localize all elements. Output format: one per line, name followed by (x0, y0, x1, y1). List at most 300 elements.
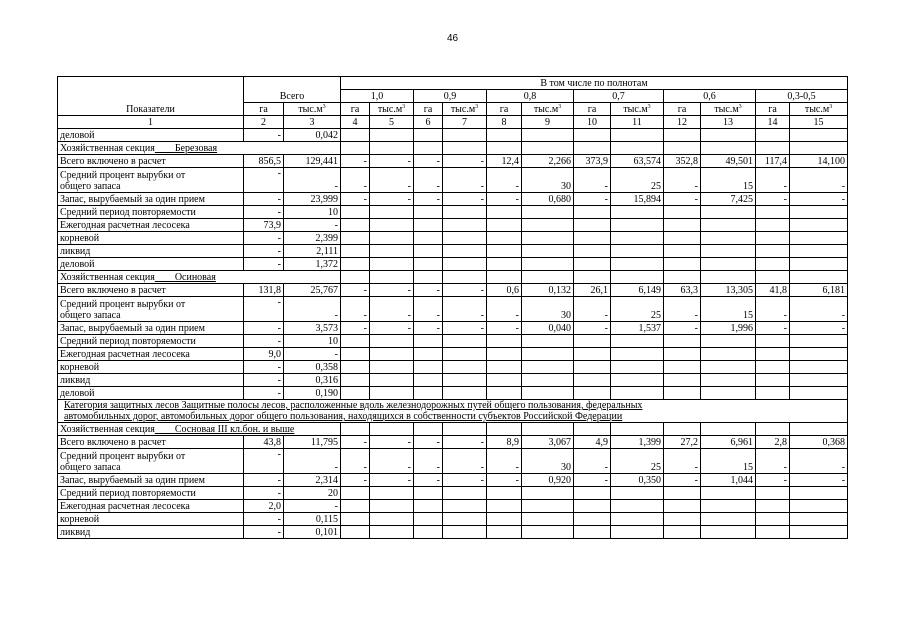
empty-cell (487, 271, 522, 284)
row-label: Запас, вырубаемый за один прием (58, 474, 244, 487)
empty-cell (701, 142, 756, 155)
value-cell: - (244, 129, 284, 142)
table-row (58, 449, 848, 474)
value-cell (611, 487, 664, 500)
value-cell: - (370, 297, 414, 322)
value-cell: 117,4 (756, 155, 790, 168)
header-row (58, 77, 848, 90)
value-cell: - (244, 513, 284, 526)
value-cell: 25 (611, 297, 664, 322)
empty-cell (790, 271, 848, 284)
unit-volume-header: $тыс.м^3$ (370, 103, 414, 116)
value-cell (574, 348, 611, 361)
value-cell (443, 206, 487, 219)
value-cell (664, 487, 701, 500)
column-number: 9 (522, 116, 574, 129)
value-cell: 0,132 (522, 284, 574, 297)
empty-cell (611, 423, 664, 436)
value-cell: 20 (284, 487, 341, 500)
value-cell: 15 (701, 449, 756, 474)
value-cell: - (790, 449, 848, 474)
value-cell: - (790, 168, 848, 193)
value-cell: - (756, 193, 790, 206)
value-cell: 0,358 (284, 361, 341, 374)
empty-cell (522, 423, 574, 436)
value-cell: - (664, 168, 701, 193)
unit-ha-header: га (414, 103, 443, 116)
value-cell (341, 387, 370, 400)
value-cell: - (414, 436, 443, 449)
empty-cell (522, 271, 574, 284)
value-cell (487, 335, 522, 348)
value-cell: - (664, 474, 701, 487)
empty-cell (701, 423, 756, 436)
value-cell (487, 348, 522, 361)
row-label-line2: общего запаса (60, 181, 121, 192)
value-cell: 6,961 (701, 436, 756, 449)
value-cell (487, 387, 522, 400)
value-cell (443, 335, 487, 348)
value-cell: - (756, 168, 790, 193)
empty-cell (414, 271, 443, 284)
value-cell: 352,8 (664, 155, 701, 168)
value-cell (443, 500, 487, 513)
value-cell (414, 348, 443, 361)
empty-cell (341, 271, 370, 284)
value-cell: - (664, 193, 701, 206)
row-label-line2: общего запаса (60, 310, 121, 321)
value-cell: - (244, 474, 284, 487)
value-cell (611, 232, 664, 245)
column-number-row (58, 116, 848, 129)
value-cell: 2,314 (284, 474, 341, 487)
unit-superscript: 3 (558, 104, 562, 110)
value-cell (664, 374, 701, 387)
value-cell (790, 129, 848, 142)
value-cell: 856,5 (244, 155, 284, 168)
unit-volume-header: $тыс.м^3$ (790, 103, 848, 116)
section-name: Сосновая III кл.бон. и выше (174, 424, 295, 435)
value-cell (756, 487, 790, 500)
column-number: 1 (58, 116, 244, 129)
column-number: 12 (664, 116, 701, 129)
unit-superscript: 3 (475, 104, 479, 110)
value-cell (574, 387, 611, 400)
value-cell: - (341, 193, 370, 206)
value-cell: 23,999 (284, 193, 341, 206)
table-row (58, 436, 848, 449)
table-row (58, 361, 848, 374)
value-cell: 0,920 (522, 474, 574, 487)
value-cell (443, 219, 487, 232)
empty-cell (756, 142, 790, 155)
table-row (58, 335, 848, 348)
value-cell: - (341, 436, 370, 449)
value-cell (414, 374, 443, 387)
value-cell: 7,425 (701, 193, 756, 206)
value-cell: - (443, 322, 487, 335)
empty-cell (756, 423, 790, 436)
value-cell (756, 500, 790, 513)
value-cell: - (244, 245, 284, 258)
value-cell (756, 129, 790, 142)
value-cell (790, 387, 848, 400)
value-cell: 12,4 (487, 155, 522, 168)
value-cell: - (414, 449, 443, 474)
value-cell (574, 513, 611, 526)
value-cell (756, 348, 790, 361)
page-number: 46 (446, 33, 459, 44)
value-cell (487, 487, 522, 500)
empty-cell (414, 142, 443, 155)
empty-cell (756, 271, 790, 284)
value-cell: - (370, 155, 414, 168)
value-cell (370, 374, 414, 387)
value-cell: - (414, 322, 443, 335)
value-cell: 1,044 (701, 474, 756, 487)
value-cell: - (414, 155, 443, 168)
value-cell (522, 245, 574, 258)
value-cell: - (244, 387, 284, 400)
value-cell: 0,190 (284, 387, 341, 400)
value-cell: - (341, 284, 370, 297)
value-cell: - (244, 374, 284, 387)
value-cell (370, 258, 414, 271)
value-cell: 25 (611, 168, 664, 193)
value-cell: - (341, 449, 370, 474)
value-cell (611, 258, 664, 271)
row-label: Средний период повторяемости (58, 335, 244, 348)
value-cell (756, 219, 790, 232)
value-cell (370, 129, 414, 142)
row-label: корневой (58, 361, 244, 374)
value-cell: - (756, 474, 790, 487)
unit-volume-header: $тыс.м^3$ (701, 103, 756, 116)
value-cell (574, 361, 611, 374)
value-cell (443, 374, 487, 387)
table-row (58, 168, 848, 193)
table-row (58, 193, 848, 206)
column-number: 15 (790, 116, 848, 129)
row-label: Ежегодная расчетная лесосека (58, 219, 244, 232)
value-cell (664, 335, 701, 348)
value-cell (341, 513, 370, 526)
value-cell (522, 526, 574, 539)
column-number: 11 (611, 116, 664, 129)
value-cell (487, 500, 522, 513)
value-cell (487, 513, 522, 526)
value-cell (341, 526, 370, 539)
column-number: 3 (284, 116, 341, 129)
unit-volume-header: $тыс.м^3$ (284, 103, 341, 116)
value-cell: - (244, 193, 284, 206)
value-cell (574, 232, 611, 245)
value-cell: - (574, 297, 611, 322)
value-cell: 4,9 (574, 436, 611, 449)
value-cell (341, 245, 370, 258)
value-cell: - (341, 474, 370, 487)
column-number: 10 (574, 116, 611, 129)
empty-cell (611, 271, 664, 284)
value-cell (522, 513, 574, 526)
empty-cell (341, 142, 370, 155)
value-cell: - (244, 232, 284, 245)
indicators-header: Показатели (58, 77, 244, 116)
value-cell: - (370, 474, 414, 487)
value-cell: 49,501 (701, 155, 756, 168)
empty-cell (574, 142, 611, 155)
value-cell (790, 245, 848, 258)
value-cell (487, 245, 522, 258)
value-cell (443, 361, 487, 374)
value-cell: - (341, 155, 370, 168)
table-row (58, 500, 848, 513)
value-cell: - (790, 322, 848, 335)
value-cell (701, 387, 756, 400)
value-cell: - (487, 297, 522, 322)
value-cell (574, 335, 611, 348)
value-cell: - (244, 258, 284, 271)
column-number: 2 (244, 116, 284, 129)
value-cell (756, 232, 790, 245)
value-cell: 1,399 (611, 436, 664, 449)
unit-superscript: 3 (829, 104, 833, 110)
completeness-group-header: 0,6 (664, 90, 756, 103)
value-cell: 15 (701, 297, 756, 322)
row-label (58, 297, 244, 322)
value-cell: - (487, 193, 522, 206)
value-cell (664, 219, 701, 232)
value-cell (370, 487, 414, 500)
value-cell (522, 500, 574, 513)
value-cell: - (244, 449, 284, 474)
value-cell (414, 526, 443, 539)
empty-cell (487, 142, 522, 155)
unit-ha-header: га (487, 103, 522, 116)
row-label: деловой (58, 258, 244, 271)
value-cell: - (341, 297, 370, 322)
value-cell: - (487, 322, 522, 335)
value-cell (756, 206, 790, 219)
value-cell: - (284, 219, 341, 232)
value-cell (611, 206, 664, 219)
value-cell (574, 245, 611, 258)
section-row (58, 423, 848, 436)
value-cell (522, 387, 574, 400)
value-cell: 0,680 (522, 193, 574, 206)
value-cell: - (756, 322, 790, 335)
value-cell (701, 258, 756, 271)
value-cell: - (284, 500, 341, 513)
value-cell: - (370, 449, 414, 474)
empty-cell (443, 142, 487, 155)
value-cell (370, 245, 414, 258)
value-cell (522, 361, 574, 374)
row-label: Запас, вырубаемый за один прием (58, 322, 244, 335)
value-cell (341, 487, 370, 500)
category-name-line2: автомобильных дорог, автомобильных дорог общего пользования, находящихся в собственности субъектов Российской Федерации (64, 411, 623, 422)
empty-cell (414, 423, 443, 436)
total-header: Всего (244, 77, 341, 103)
value-cell (522, 232, 574, 245)
value-cell: - (341, 168, 370, 193)
value-cell (574, 206, 611, 219)
empty-cell (701, 271, 756, 284)
value-cell: - (574, 168, 611, 193)
value-cell (790, 348, 848, 361)
value-cell (414, 258, 443, 271)
value-cell: - (370, 193, 414, 206)
value-cell: - (370, 436, 414, 449)
value-cell (487, 129, 522, 142)
value-cell: - (443, 474, 487, 487)
value-cell (611, 348, 664, 361)
value-cell: - (414, 193, 443, 206)
value-cell: 2,111 (284, 245, 341, 258)
value-cell (790, 258, 848, 271)
value-cell (370, 219, 414, 232)
value-cell: - (443, 449, 487, 474)
row-label: ликвид (58, 526, 244, 539)
value-cell: - (414, 284, 443, 297)
value-cell (756, 335, 790, 348)
row-label: Ежегодная расчетная лесосека (58, 500, 244, 513)
value-cell (487, 361, 522, 374)
row-label: Всего включено в расчет (58, 436, 244, 449)
section-label (58, 271, 341, 284)
value-cell (574, 526, 611, 539)
value-cell (790, 219, 848, 232)
value-cell (790, 232, 848, 245)
row-label: деловой (58, 387, 244, 400)
value-cell (756, 526, 790, 539)
row-label: корневой (58, 232, 244, 245)
value-cell (443, 387, 487, 400)
value-cell: - (790, 193, 848, 206)
value-cell (414, 335, 443, 348)
value-cell (790, 487, 848, 500)
empty-cell (443, 271, 487, 284)
column-number: 6 (414, 116, 443, 129)
value-cell: - (244, 526, 284, 539)
value-cell (790, 335, 848, 348)
completeness-group-header: 0,9 (414, 90, 487, 103)
empty-cell (790, 142, 848, 155)
value-cell: - (443, 193, 487, 206)
value-cell: 30 (522, 168, 574, 193)
row-label-line1: Средний процент вырубки от (60, 299, 186, 310)
value-cell: 15 (701, 168, 756, 193)
unit-ha-header: га (341, 103, 370, 116)
empty-cell (664, 271, 701, 284)
value-cell: 8,9 (487, 436, 522, 449)
value-cell (701, 513, 756, 526)
value-cell (370, 387, 414, 400)
value-cell (664, 232, 701, 245)
value-cell (443, 487, 487, 500)
value-cell: 0,6 (487, 284, 522, 297)
section-label (58, 142, 341, 155)
value-cell (701, 129, 756, 142)
row-label: Всего включено в расчет (58, 155, 244, 168)
value-cell (487, 374, 522, 387)
value-cell (756, 387, 790, 400)
value-cell: - (244, 335, 284, 348)
allowable-cut-table (57, 76, 848, 539)
value-cell: 25 (611, 449, 664, 474)
value-cell: - (664, 322, 701, 335)
table-row (58, 474, 848, 487)
table-row (58, 258, 848, 271)
table-body (58, 129, 848, 539)
value-cell (370, 361, 414, 374)
value-cell (414, 513, 443, 526)
unit-ha-header: га (574, 103, 611, 116)
value-cell: - (244, 487, 284, 500)
value-cell (443, 232, 487, 245)
completeness-group-header: 0,3-0,5 (756, 90, 848, 103)
value-cell (611, 513, 664, 526)
value-cell (790, 526, 848, 539)
value-cell: - (244, 297, 284, 322)
value-cell (487, 258, 522, 271)
table-row (58, 322, 848, 335)
value-cell (611, 526, 664, 539)
value-cell: - (487, 168, 522, 193)
value-cell (443, 258, 487, 271)
category-name-line1: Защитные полосы лесов, расположенные вдоль железнодорожных путей общего пользования, федеральных (179, 400, 643, 411)
column-number: 4 (341, 116, 370, 129)
empty-cell (370, 423, 414, 436)
value-cell: 41,8 (756, 284, 790, 297)
value-cell (664, 206, 701, 219)
completeness-group-header: 0,8 (487, 90, 574, 103)
value-cell (414, 487, 443, 500)
value-cell (701, 374, 756, 387)
value-cell (574, 374, 611, 387)
value-cell: 0,101 (284, 526, 341, 539)
value-cell (522, 348, 574, 361)
section-name: Березовая (174, 143, 218, 154)
empty-cell (341, 423, 370, 436)
value-cell: - (284, 297, 341, 322)
value-cell: - (574, 322, 611, 335)
value-cell (574, 219, 611, 232)
section-name: Осиновая (174, 272, 216, 283)
value-cell (370, 513, 414, 526)
value-cell (341, 335, 370, 348)
value-cell: - (284, 449, 341, 474)
value-cell (370, 335, 414, 348)
completeness-group-header: 0,7 (574, 90, 664, 103)
value-cell (341, 374, 370, 387)
value-cell (443, 129, 487, 142)
value-cell (414, 232, 443, 245)
empty-cell (370, 271, 414, 284)
value-cell (341, 348, 370, 361)
value-cell (341, 258, 370, 271)
value-cell (664, 500, 701, 513)
value-cell (522, 487, 574, 500)
by-completeness-header: В том числе по полнотам (341, 77, 848, 90)
value-cell: - (790, 474, 848, 487)
value-cell: 30 (522, 297, 574, 322)
value-cell (701, 245, 756, 258)
column-number: 14 (756, 116, 790, 129)
value-cell (611, 387, 664, 400)
value-cell: 15,894 (611, 193, 664, 206)
value-cell: 43,8 (244, 436, 284, 449)
